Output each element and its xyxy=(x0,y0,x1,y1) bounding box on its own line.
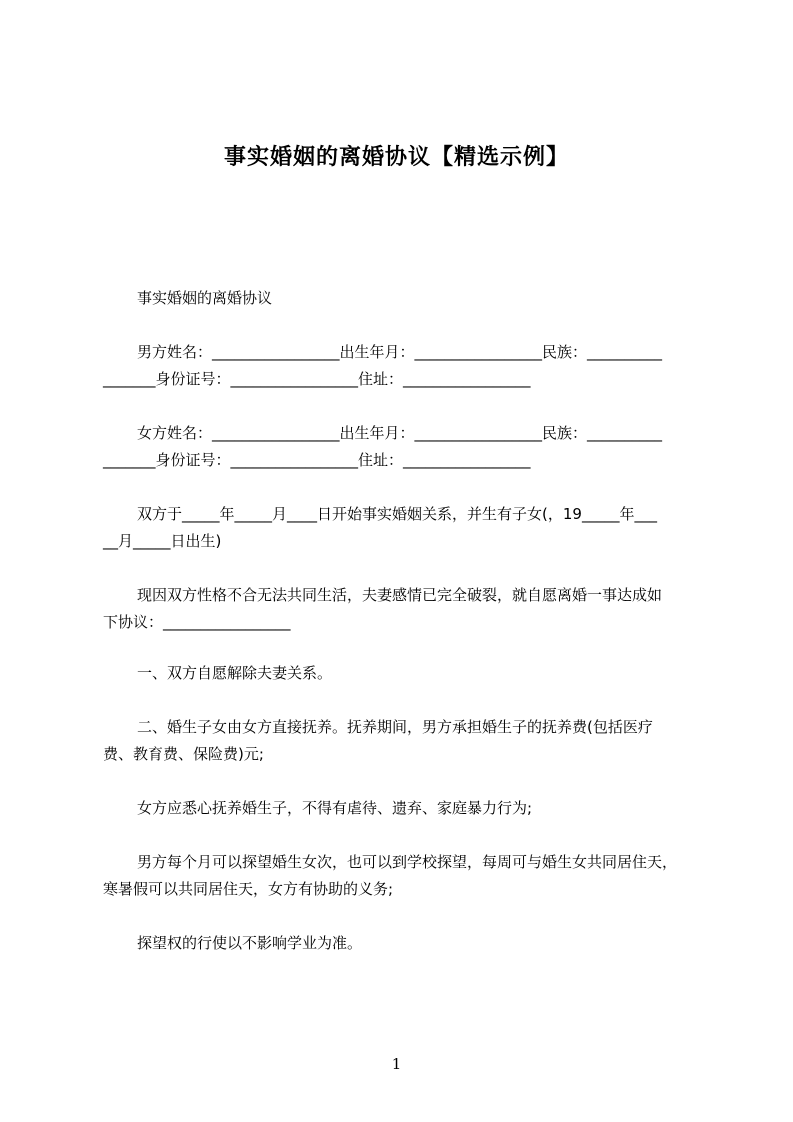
paragraph-line: 现因双方性格不合无法共同生活，夫妻感情已完全破裂，就自愿离婚一事达成如 xyxy=(137,586,663,604)
paragraph-line: 下协议：_________________ xyxy=(103,613,291,631)
paragraph-line: 男方每个月可以探望婚生女次，也可以到学校探望，每周可与婚生女共同居住天， xyxy=(137,853,678,871)
paragraph-line: _______身份证号：_________________住址：_________________ xyxy=(103,370,531,388)
paragraph-line: 寒暑假可以共同居住天，女方有协助的义务; xyxy=(103,880,394,898)
paragraph-line: 男方姓名：_________________出生年月：_________________民族：__________ xyxy=(137,343,663,361)
paragraph-male-info xyxy=(103,339,703,393)
paragraph-clause-2 xyxy=(103,714,703,768)
paragraph-line: 费、教育费、保险费)元; xyxy=(103,745,264,763)
paragraph-care-duty xyxy=(103,795,703,822)
paragraph-line: 一、双方自愿解除夫妻关系。 xyxy=(137,664,333,682)
paragraph-line: 女方姓名：_________________出生年月：_________________民族：__________ xyxy=(137,424,663,442)
paragraph-visitation xyxy=(103,849,703,903)
page-number: 1 xyxy=(391,1055,402,1073)
paragraph-subtitle xyxy=(103,285,703,312)
paragraph-line: 双方于_____年_____月____日开始事实婚姻关系，并生有子女(，19_____年___ xyxy=(137,505,657,523)
paragraph-reason xyxy=(103,582,703,636)
paragraph-female-info xyxy=(103,420,703,474)
paragraph-clause-1 xyxy=(103,660,703,687)
paragraph-line: __月_____日出生) xyxy=(103,532,222,550)
paragraph-line: 探望权的行使以不影响学业为准。 xyxy=(137,934,363,952)
paragraph-visitation-limit xyxy=(103,930,703,957)
paragraph-marriage-date xyxy=(103,501,703,555)
paragraph-line: _______身份证号：_________________住址：_________________ xyxy=(103,451,531,469)
document-title: 事实婚姻的离婚协议【精选示例】 xyxy=(223,145,569,170)
paragraph-line: 二、婚生子女由女方直接抚养。抚养期间，男方承担婚生子的抚养费(包括医疗 xyxy=(137,718,653,736)
paragraph-line: 事实婚姻的离婚协议 xyxy=(137,289,273,307)
paragraph-line: 女方应悉心抚养婚生子，不得有虐待、遗弃、家庭暴力行为; xyxy=(137,799,533,817)
